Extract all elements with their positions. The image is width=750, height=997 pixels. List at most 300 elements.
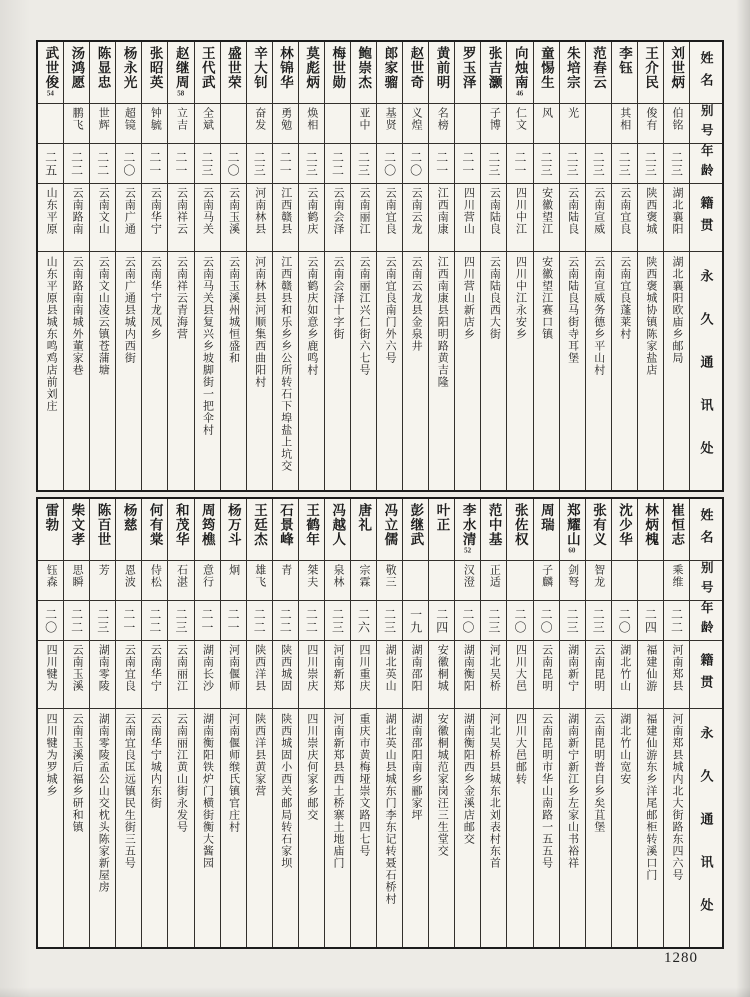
age-cell [638, 144, 663, 184]
person-native: 四川崇庆 [305, 644, 318, 692]
person-age: 二二 [330, 150, 345, 177]
age-cell [38, 601, 63, 641]
person-native: 安徽望江 [540, 187, 553, 235]
name-cell [586, 499, 611, 561]
person-alias: 钟毓 [149, 107, 162, 131]
name-cell [481, 42, 506, 104]
person-name: 周筠樵 [199, 503, 215, 547]
alias-cell [64, 104, 89, 144]
person-address: 云南陆良马街寺耳堡 [566, 256, 579, 364]
address-cell [403, 252, 428, 490]
person-native: 四川中江 [514, 187, 527, 235]
person-alias: 炯 [227, 564, 240, 576]
person-column [428, 42, 454, 490]
name-header [690, 499, 722, 561]
person-age: 二六 [356, 607, 371, 634]
alias-cell [377, 104, 402, 144]
native-cell [90, 184, 115, 252]
address-cell [612, 252, 637, 490]
address-cell [481, 709, 506, 947]
name-cell [403, 499, 428, 561]
native-cell [247, 184, 272, 252]
person-name: 周瑞 [538, 503, 554, 532]
person-name: 彭继武 [408, 503, 424, 547]
age-cell [481, 601, 506, 641]
person-name: 陈百世 [95, 503, 111, 547]
address-cell [351, 252, 376, 490]
address-cell [586, 252, 611, 490]
name-cell [403, 42, 428, 104]
address-cell [455, 709, 480, 947]
age-cell [90, 601, 115, 641]
address-cell [38, 252, 63, 490]
person-age: 二一 [434, 150, 449, 177]
person-age: 二二 [95, 150, 110, 177]
person-alias: 超镜 [123, 107, 136, 131]
name-cell [377, 42, 402, 104]
person-age: 二一 [147, 150, 162, 177]
age-cell [377, 144, 402, 184]
person-name: 赵世奇 [408, 46, 424, 90]
person-alias: 伯铭 [670, 107, 683, 131]
person-age: 二二 [252, 607, 267, 634]
alias-cell [116, 104, 141, 144]
person-column [350, 42, 376, 490]
person-alias: 青 [279, 564, 292, 576]
person-native: 云南广通 [123, 187, 136, 235]
person-address: 湖南衡阳铁炉门横街衡大酱园 [201, 713, 214, 869]
native-cell [221, 184, 246, 252]
person-age: 二一 [460, 150, 475, 177]
person-age: 二三 [382, 607, 397, 634]
alias-cell [586, 561, 611, 601]
age-header-label: 年龄 [699, 144, 714, 183]
person-column [376, 499, 402, 947]
person-address: 云南宜良匡远镇民生街三五号 [123, 713, 136, 869]
person-alias: 基贤 [384, 107, 397, 131]
name-cell [534, 42, 559, 104]
person-native: 云南宜良 [384, 187, 397, 235]
person-address: 云南鹤庆如意乡鹿鸣村 [305, 256, 318, 376]
native-header-label: 籍贯 [698, 652, 714, 697]
alias-cell [325, 104, 350, 144]
person-column [350, 499, 376, 947]
alias-cell [273, 561, 298, 601]
person-native: 云南马关 [201, 187, 214, 235]
name-annotation: 52 [464, 546, 472, 554]
alias-cell [116, 561, 141, 601]
name-cell [64, 499, 89, 561]
person-native: 四川犍为 [45, 644, 58, 692]
age-cell [90, 144, 115, 184]
person-column [246, 42, 272, 490]
person-age: 二三 [539, 150, 554, 177]
person-address: 云南云龙县金泉井 [410, 256, 423, 352]
person-alias: 子博 [488, 107, 501, 131]
person-column [506, 499, 532, 947]
person-name: 叶正 [434, 503, 450, 532]
person-alias: 乘维 [670, 564, 683, 588]
person-column [89, 42, 115, 490]
person-column [428, 499, 454, 947]
person-column [663, 499, 689, 947]
alias-cell [142, 104, 167, 144]
person-name: 鲍崇杰 [356, 46, 372, 90]
person-address: 四川犍为罗城乡 [45, 713, 58, 797]
person-alias: 恩波 [123, 564, 136, 588]
person-address: 四川中江永安乡 [514, 256, 527, 340]
address-cell [507, 709, 532, 947]
address-cell [377, 709, 402, 947]
name-cell [664, 42, 689, 104]
person-column [38, 42, 63, 490]
person-column [611, 42, 637, 490]
person-native: 江西赣县 [279, 187, 292, 235]
native-cell [90, 641, 115, 709]
alias-cell [612, 104, 637, 144]
age-cell [664, 601, 689, 641]
alias-cell [455, 104, 480, 144]
person-address: 山东平原县城东鸣鸡店前刘庄 [45, 256, 58, 412]
name-cell [168, 499, 193, 561]
native-cell [560, 641, 585, 709]
age-cell [142, 144, 167, 184]
native-cell [195, 184, 220, 252]
person-name: 汤鸿愿 [69, 46, 85, 90]
person-name: 唐礼 [356, 503, 372, 532]
person-name: 王代武 [199, 46, 215, 90]
name-cell [560, 499, 585, 561]
address-cell [429, 709, 454, 947]
age-cell [168, 601, 193, 641]
address-cell [403, 709, 428, 947]
native-cell [351, 184, 376, 252]
person-address: 云南路南南城外董家巷 [71, 256, 84, 376]
person-column [272, 499, 298, 947]
person-alias: 仁文 [514, 107, 527, 131]
address-cell [90, 709, 115, 947]
native-cell [612, 641, 637, 709]
age-cell [507, 144, 532, 184]
person-name: 莫彪炳 [304, 46, 320, 90]
native-cell [534, 184, 559, 252]
name-cell [116, 499, 141, 561]
alias-cell [403, 561, 428, 601]
person-age: 二三 [252, 150, 267, 177]
person-name: 杨万斗 [225, 503, 241, 547]
native-cell [481, 641, 506, 709]
native-cell [586, 184, 611, 252]
name-cell [612, 42, 637, 104]
name-cell [612, 499, 637, 561]
person-name: 王鹤年 [304, 503, 320, 547]
person-native: 云南丽江 [358, 187, 371, 235]
person-column [324, 499, 350, 947]
native-cell [142, 184, 167, 252]
person-address: 安徽桐城范家岗汪三生堂交 [436, 713, 449, 857]
alias-cell [247, 561, 272, 601]
address-cell [664, 252, 689, 490]
person-name: 梅世勋 [330, 46, 346, 90]
person-age: 二三 [95, 607, 110, 634]
native-cell [273, 184, 298, 252]
person-native: 云南陆良 [566, 187, 579, 235]
address-cell [534, 709, 559, 947]
age-cell [325, 144, 350, 184]
person-age: 二五 [43, 150, 58, 177]
age-cell [38, 144, 63, 184]
person-alias: 汉澄 [462, 564, 475, 588]
person-native: 山东平原 [45, 187, 58, 235]
person-native: 四川营山 [462, 187, 475, 235]
native-cell [481, 184, 506, 252]
person-name: 冯越人 [330, 503, 346, 547]
person-name: 范春云 [590, 46, 606, 90]
person-alias: 立吉 [175, 107, 188, 131]
age-cell [612, 144, 637, 184]
person-native: 湖南长沙 [201, 644, 214, 692]
person-column [194, 499, 220, 947]
person-age: 二二 [278, 607, 293, 634]
person-name: 张佐权 [512, 503, 528, 547]
name-cell [142, 42, 167, 104]
address-cell [429, 252, 454, 490]
page-number: 1280 [664, 950, 698, 966]
person-native: 云南昆明 [592, 644, 605, 692]
person-column [167, 42, 193, 490]
person-column [89, 499, 115, 947]
alias-cell [195, 561, 220, 601]
address-cell [638, 252, 663, 490]
address-cell [64, 252, 89, 490]
person-column [141, 499, 167, 947]
person-address: 湖北英山县城东门李东记转聂石桥村 [384, 713, 397, 905]
alias-cell [481, 104, 506, 144]
scan-edge-left [0, 0, 30, 997]
address-cell [221, 709, 246, 947]
person-address: 河南林县河顺集西曲阳村 [253, 256, 266, 388]
person-name: 崔恒志 [669, 503, 685, 547]
alias-header [690, 104, 722, 144]
name-cell [455, 42, 480, 104]
person-address: 云南丽江兴仁街六七号 [358, 256, 371, 376]
person-column [480, 499, 506, 947]
person-alias: 风 [540, 107, 553, 119]
person-age: 二三 [643, 150, 658, 177]
age-cell [534, 144, 559, 184]
person-native: 江西南康 [436, 187, 449, 235]
person-age: 二二 [147, 607, 162, 634]
alias-cell [90, 104, 115, 144]
alias-cell [299, 561, 324, 601]
person-native: 陕西褒城 [644, 187, 657, 235]
native-cell [168, 184, 193, 252]
alias-cell [168, 104, 193, 144]
person-name: 黄前明 [434, 46, 450, 90]
name-annotation: 58 [177, 89, 185, 97]
person-name: 王廷杰 [251, 503, 267, 547]
person-alias: 泉林 [331, 564, 344, 588]
person-native: 河南林县 [253, 187, 266, 235]
person-age: 二二 [669, 607, 684, 634]
native-cell [221, 641, 246, 709]
alias-cell [481, 561, 506, 601]
alias-cell [351, 104, 376, 144]
person-column [559, 499, 585, 947]
native-cell [455, 641, 480, 709]
alias-cell [38, 561, 63, 601]
native-cell [403, 184, 428, 252]
person-age: 二二 [69, 607, 84, 634]
address-cell [195, 252, 220, 490]
native-cell [247, 641, 272, 709]
person-age: 二三 [356, 150, 371, 177]
person-address: 湖南邵阳南乡郦家坪 [410, 713, 423, 821]
person-alias: 义煌 [410, 107, 423, 131]
person-address: 四川崇庆何家乡邮交 [305, 713, 318, 821]
age-cell [299, 144, 324, 184]
person-age: 二三 [565, 150, 580, 177]
person-age: 二一 [512, 150, 527, 177]
person-column [167, 499, 193, 947]
native-cell [325, 184, 350, 252]
person-age: 二三 [591, 150, 606, 177]
address-cell [142, 709, 167, 947]
native-cell [299, 184, 324, 252]
alias-cell [560, 104, 585, 144]
person-native: 云南宜良 [123, 644, 136, 692]
person-column [324, 42, 350, 490]
person-name: 和茂华 [173, 503, 189, 547]
name-cell [638, 499, 663, 561]
age-cell [429, 601, 454, 641]
person-native: 湖北英山 [384, 644, 397, 692]
person-age: 二〇 [121, 150, 136, 177]
address-cell [247, 252, 272, 490]
address-cell [273, 709, 298, 947]
person-column [637, 499, 663, 947]
name-cell [377, 499, 402, 561]
person-native: 云南华宁 [149, 644, 162, 692]
alias-cell [664, 561, 689, 601]
age-header [690, 601, 722, 641]
person-alias: 桀夫 [305, 564, 318, 588]
age-cell [534, 601, 559, 641]
alias-cell [38, 104, 63, 144]
person-name: 张吉灏 [486, 46, 502, 90]
age-header-label: 年龄 [699, 601, 714, 640]
alias-cell [403, 104, 428, 144]
person-name: 郎家骝 [382, 46, 398, 90]
person-address: 四川营山新店乡 [462, 256, 475, 340]
alias-cell [638, 104, 663, 144]
header-column [689, 42, 722, 490]
person-column [141, 42, 167, 490]
name-cell [195, 499, 220, 561]
person-native: 陕西城固 [279, 644, 292, 692]
native-cell [429, 184, 454, 252]
name-cell [90, 42, 115, 104]
name-cell [116, 42, 141, 104]
person-alias: 鹏飞 [71, 107, 84, 131]
native-cell [560, 184, 585, 252]
person-address: 云南文山凌云镇苍蒲塘 [97, 256, 110, 376]
person-age: 二三 [200, 150, 215, 177]
alias-header [690, 561, 722, 601]
person-name: 张有义 [590, 503, 606, 547]
person-address: 河南新郑县西土桥寨土地庙门 [331, 713, 344, 869]
person-alias: 名榜 [436, 107, 449, 131]
alias-cell [638, 561, 663, 601]
header-column [689, 499, 722, 947]
native-cell [116, 184, 141, 252]
name-cell [455, 499, 480, 561]
person-alias: 勇勉 [279, 107, 292, 131]
person-name: 王介民 [643, 46, 659, 90]
person-alias: 意行 [201, 564, 214, 588]
person-column [63, 499, 89, 947]
person-age: 二一 [121, 607, 136, 634]
person-address: 云南昆明普自乡矣苴堡 [592, 713, 605, 833]
name-cell [64, 42, 89, 104]
alias-header-label: 别号 [699, 104, 714, 143]
address-header-label: 永久通讯处 [698, 268, 714, 484]
person-native: 湖南新宁 [566, 644, 579, 692]
native-cell [64, 184, 89, 252]
native-cell [142, 641, 167, 709]
name-cell [586, 42, 611, 104]
native-cell [168, 641, 193, 709]
age-cell [351, 144, 376, 184]
person-address: 陕西褒城协镇陈家盐店 [644, 256, 657, 376]
age-cell [247, 144, 272, 184]
person-age: 二〇 [617, 607, 632, 634]
address-cell [560, 252, 585, 490]
person-column [63, 42, 89, 490]
person-alias: 宗霖 [358, 564, 371, 588]
address-cell [64, 709, 89, 947]
person-age: 二三 [173, 607, 188, 634]
person-address: 四川大邑邮转 [514, 713, 527, 785]
name-cell [38, 42, 63, 104]
person-address: 河南郑县城内北大街路东四六号 [670, 713, 683, 881]
person-age: 二〇 [226, 150, 241, 177]
person-name: 柴文孝 [69, 503, 85, 547]
person-age: 二〇 [43, 607, 58, 634]
name-cell [221, 499, 246, 561]
person-age: 二三 [304, 150, 319, 177]
person-address: 云南丽江黄山街永发号 [175, 713, 188, 833]
name-cell [273, 42, 298, 104]
name-annotation: 54 [46, 89, 54, 97]
alias-cell [664, 104, 689, 144]
address-cell [481, 252, 506, 490]
person-alias: 正适 [488, 564, 501, 588]
address-header [690, 709, 722, 947]
person-address: 云南广通县城内西街 [123, 256, 136, 364]
address-cell [325, 252, 350, 490]
person-column [402, 499, 428, 947]
address-cell [534, 252, 559, 490]
person-address: 湖北竹山宽安 [618, 713, 631, 785]
address-cell [612, 709, 637, 947]
name-cell [638, 42, 663, 104]
name-cell [560, 42, 585, 104]
person-age: 二一 [200, 607, 215, 634]
person-native: 安徽桐城 [436, 644, 449, 692]
person-name: 郑耀山60 [564, 503, 580, 554]
person-native: 云南云龙 [410, 187, 423, 235]
